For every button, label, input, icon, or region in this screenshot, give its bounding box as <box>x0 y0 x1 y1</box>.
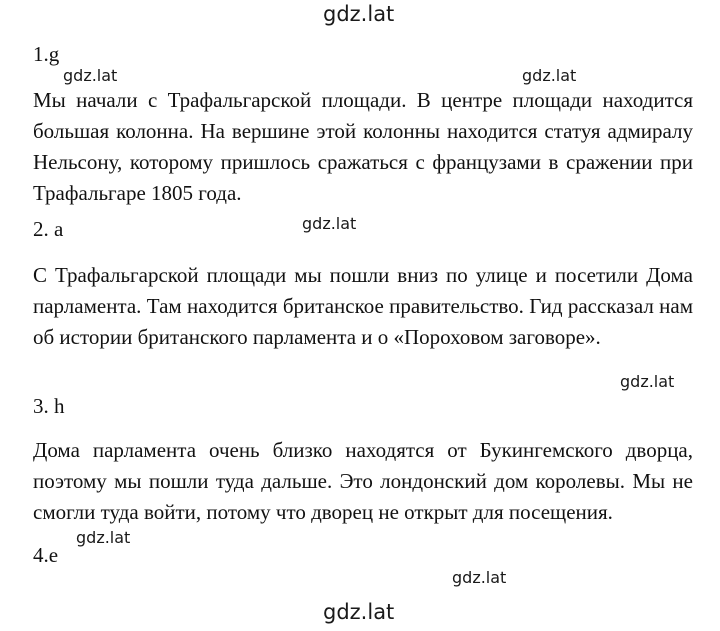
watermark-top: gdz.lat <box>323 2 395 26</box>
section-paragraph: Мы начали с Трафальгарской площади. В центре площади находится большая колонна. На вершине этой колонны находится статуя адмиралу Нельсону, которому пришлось сражаться с французами в сражении при Трафальгаре 1805 года. <box>33 88 693 205</box>
section-label: 2. a <box>33 217 64 241</box>
section-label: 1.g <box>33 42 60 66</box>
section-paragraph: С Трафальгарской площади мы пошли вниз по улице и посетили Дома парламента. Там находится британское правительство. Гид рассказал нам об истории британского парламента и о «Пороховом заговоре». <box>33 263 693 349</box>
section-label: 4.e <box>33 543 59 567</box>
watermark: gdz.lat <box>302 214 357 233</box>
watermark: gdz.lat <box>452 568 507 587</box>
watermark-bottom: gdz.lat <box>323 600 395 624</box>
watermark: gdz.lat <box>620 372 675 391</box>
watermark: gdz.lat <box>522 66 577 85</box>
watermark: gdz.lat <box>63 66 118 85</box>
section-label: 3. h <box>33 394 65 418</box>
section-paragraph: Дома парламента очень близко находятся от Букингемского дворца, поэтому мы пошли туда дальше. Это лондонский дом королевы. Мы не смогли туда войти, потому что дворец не открыт для посещения. <box>33 438 693 524</box>
watermark: gdz.lat <box>76 528 131 547</box>
